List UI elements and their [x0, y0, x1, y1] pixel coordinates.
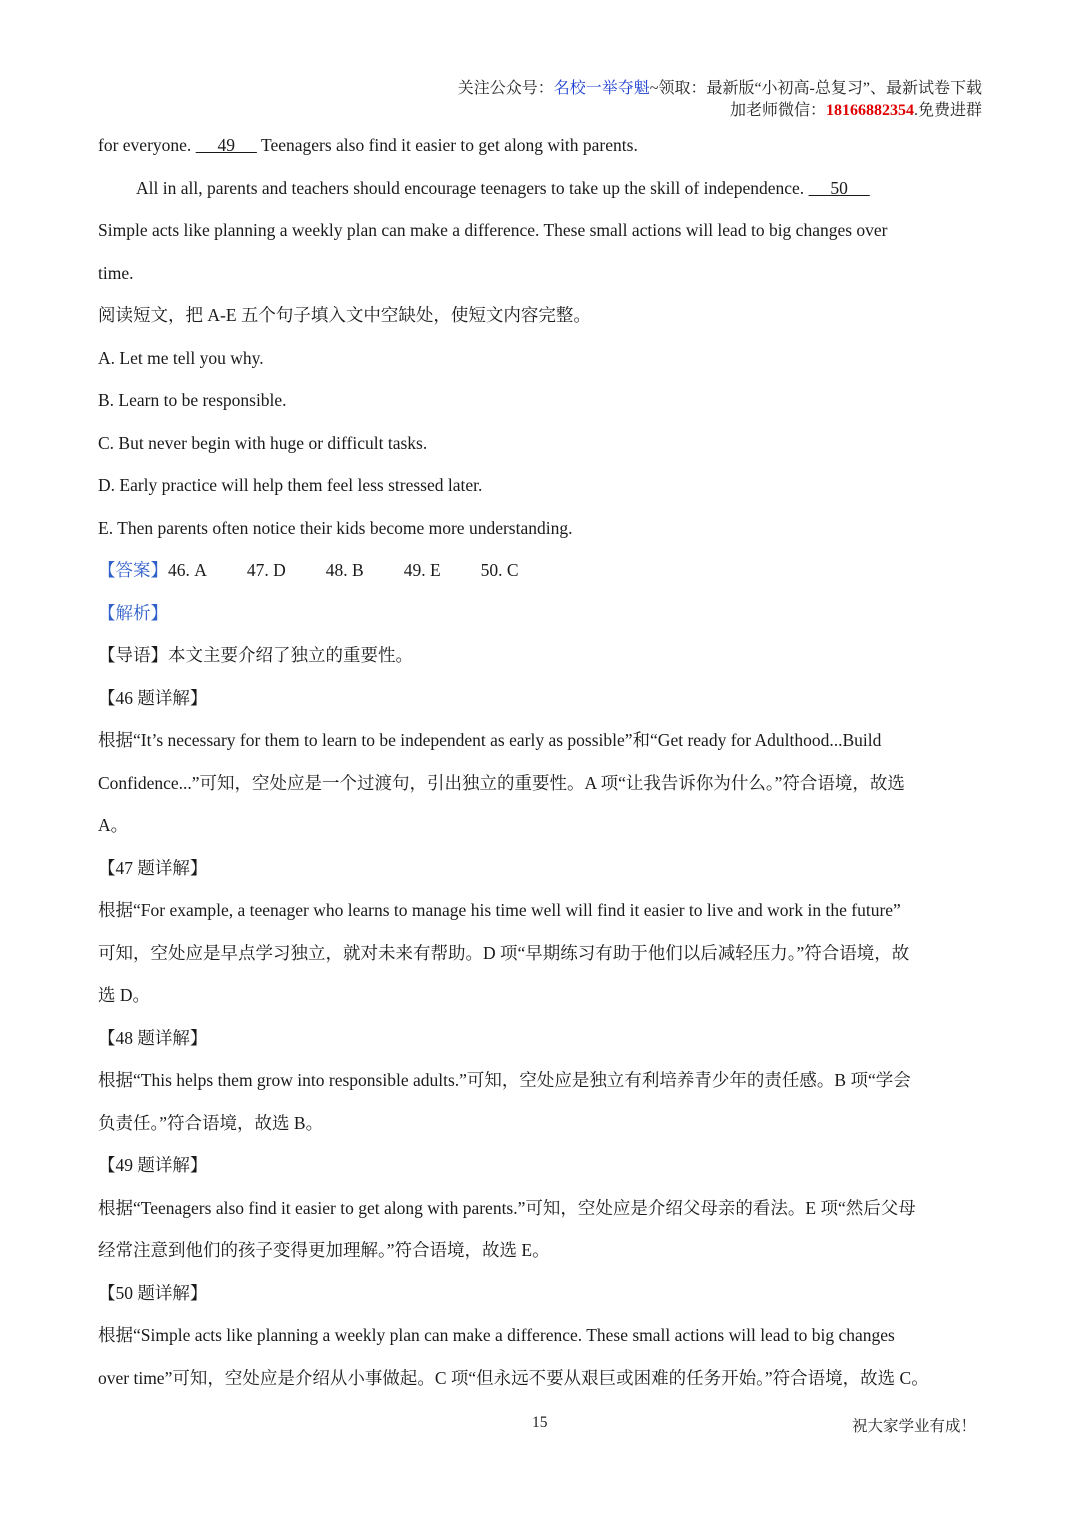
blank-49: 49 — [195, 135, 257, 155]
q49-title: 【49 题详解】 — [98, 1155, 208, 1175]
answer-item: 49. E — [403, 560, 441, 580]
header-follow-prefix: 关注公众号： — [457, 80, 554, 97]
document-body — [98, 124, 983, 1399]
answer-label: 【答案】 — [98, 560, 168, 580]
page-header — [458, 78, 982, 122]
q47-line-1: 根据“For example, a teenager who learns to manage his time well will find it easier to live and work in the future” — [98, 900, 901, 920]
q50-title: 【50 题详解】 — [98, 1282, 208, 1303]
header-wechat-prefix: 加老师微信： — [729, 102, 826, 119]
passage-line-3: Simple acts like planning a weekly plan can make a difference. These small actions will lead to big changes over — [98, 220, 888, 240]
blank-50: 50 — [808, 177, 870, 198]
answer-item: 47. D — [246, 560, 286, 580]
q48-line-2: 负责任。”符合语境，故选 B。 — [98, 1112, 324, 1133]
q47-line-2: 可知，空处应是早点学习独立，就对未来有帮助。D 项“早期练习有助于他们以后减轻压力。”符合语境，故 — [98, 942, 910, 963]
q50-line-1: 根据“Simple acts like planning a weekly plan can make a difference. These small actions will lead to big changes — [98, 1325, 895, 1345]
q50-line-2: over time”可知，空处应是介绍从小事做起。C 项“但永远不要从艰巨或困难的任务开始。”符合语境，故选 C。 — [98, 1367, 929, 1388]
q47-line-3: 选 D。 — [98, 985, 151, 1005]
header-wechat-suffix: .免费进群 — [913, 102, 982, 119]
q46-title: 【46 题详解】 — [98, 687, 208, 708]
option-b: B. Learn to be responsible. — [98, 390, 287, 410]
q48-line-1: 根据“This helps them grow into responsible adults.”可知，空处应是独立有利培养青少年的责任感。B 项“学会 — [98, 1070, 911, 1090]
q46-line-3: A。 — [98, 815, 129, 835]
page-number: 15 — [532, 1414, 548, 1431]
answer-item: 48. B — [325, 560, 364, 580]
footer-slogan: 祝大家学业有成！ — [851, 1418, 976, 1435]
passage-text: All in all, parents and teachers should encourage teenagers to take up the skill of independence. — [136, 177, 809, 198]
passage-line-1 — [98, 124, 983, 167]
header-follow-suffix: ~领取：最新版“小初高-总复习”、最新试卷下载 — [649, 80, 982, 97]
q49-line-1: 根据“Teenagers also find it easier to get along with parents.”可知，空处应是介绍父母亲的看法。E 项“然后父母 — [98, 1197, 916, 1218]
passage-text: for everyone. — [98, 135, 196, 155]
header-wechat-number: 18166882354 — [825, 102, 914, 119]
instruction: 阅读短文，把 A-E 五个句子填入文中空缺处，使短文内容完整。 — [98, 305, 591, 325]
q46-line-2: Confidence...”可知，空处应是一个过渡句，引出独立的重要性。A 项“让我告诉你为什么。”符合语境，故选 — [98, 772, 905, 793]
header-line-1 — [458, 78, 982, 100]
q48-title: 【48 题详解】 — [98, 1027, 208, 1048]
analysis-label: 【解析】 — [98, 602, 168, 623]
passage-line-4: time. — [98, 262, 134, 283]
option-d: D. Early practice will help them feel less stressed later. — [98, 475, 483, 495]
header-account-name: 名校一举夺魁 — [553, 80, 650, 97]
passage-line-2 — [98, 167, 983, 210]
option-a: A. Let me tell you why. — [98, 347, 264, 368]
q46-line-1: 根据“It’s necessary for them to learn to be independent as early as possible”和“Get ready for Adulthood...Build — [98, 730, 882, 750]
answer-line — [98, 549, 983, 592]
header-line-2 — [458, 100, 982, 122]
passage-text: Teenagers also find it easier to get along with parents. — [256, 135, 638, 155]
intro-line: 【导语】本文主要介绍了独立的重要性。 — [98, 645, 413, 665]
option-e: E. Then parents often notice their kids become more understanding. — [98, 517, 573, 538]
answer-item: 46. A — [168, 560, 207, 580]
q47-title: 【47 题详解】 — [98, 857, 208, 878]
option-c: C. But never begin with huge or difficult tasks. — [98, 432, 428, 453]
answer-item: 50. C — [480, 560, 519, 580]
q49-line-2: 经常注意到他们的孩子变得更加理解。”符合语境，故选 E。 — [98, 1240, 550, 1260]
